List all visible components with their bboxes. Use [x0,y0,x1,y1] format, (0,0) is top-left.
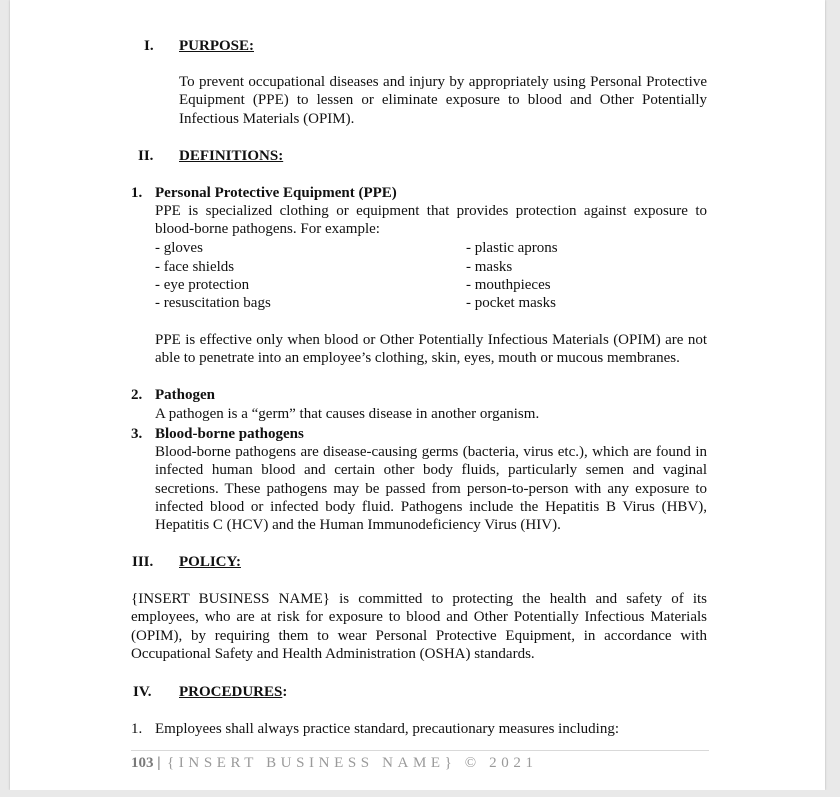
ppe-example-left: - eye protection [155,277,250,293]
section-heading-policy: POLICY: [179,554,241,570]
purpose-paragraph: To prevent occupational diseases and injury by appropriately using Personal Protective Equipment (PPE) to lessen or eliminate exposure to blood and Other Potentially Infectious Materials (OPIM). [179,74,707,127]
definition-number-ppe: 1. [131,185,143,201]
footer-divider [131,750,709,751]
section-number-purpose: I. [144,38,154,54]
definition-text-ppe: PPE is specialized clothing or equipment that provides protection against exposure to blood-borne pathogens. For example: [155,203,707,238]
ppe-example-right: - masks [466,259,513,275]
procedure-number-1: 1. [131,721,143,737]
section-number-definitions: II. [138,148,154,164]
definition-title-bloodborne: Blood-borne pathogens [155,426,304,442]
ppe-example-right: - plastic aprons [466,240,558,256]
definition-text-pathogen: A pathogen is a “germ” that causes disease in another organism. [155,406,540,422]
section-heading-definitions: DEFINITIONS: [179,148,284,164]
policy-paragraph: {INSERT BUSINESS NAME} is committed to protecting the health and safety of its employees, who are at risk for exposure to blood and Other Potentially Infectious Materials (OPIM), by requiring them to wear Personal Protective Equipment, in accordance with Occupational Safety and Health Administration (OSHA) standards. [131,591,707,662]
ppe-example-right: - pocket masks [466,295,556,311]
ppe-example-right: - mouthpieces [466,277,551,293]
procedure-text-1: Employees shall always practice standard, precautionary measures including: [155,721,620,737]
definition-number-pathogen: 2. [131,387,143,403]
ppe-effectiveness-note: PPE is effective only when blood or Other Potentially Infectious Materials (OPIM) are not able to penetrate into an employee’s clothing, skin, eyes, mouth or mucous membranes. [155,332,707,367]
procedures-title: PROCEDURES [179,684,283,700]
ppe-example-left: - resuscitation bags [155,295,271,311]
section-heading-purpose: PURPOSE: [179,38,254,54]
definition-number-bloodborne: 3. [131,426,143,442]
definition-title-ppe: Personal Protective Equipment (PPE) [155,185,397,201]
footer-business-name: {INSERT BUSINESS NAME} © 2021 [167,755,538,771]
ppe-example-left: - face shields [155,259,235,275]
section-number-policy: III. [132,554,154,570]
definition-text-bloodborne: Blood-borne pathogens are disease-causing germs (bacteria, virus etc.), which are found in infected human blood and certain other body fluids, particularly semen and vaginal secretions. These pathogens may be passed from person-to-person with any exposure to infected blood or infected body fluid. Pathogens include the Hepatitis B Virus (HBV), Hepatitis C (HCV) and the Human Immunodeficiency Virus (HIV). [155,444,707,534]
section-heading-procedures [179,683,287,701]
document-page [10,0,825,790]
procedures-colon: : [282,684,288,700]
ppe-example-left: - gloves [155,240,203,256]
next-page-gap [0,790,840,797]
footer-page-number: 103 | [131,755,161,771]
definition-title-pathogen: Pathogen [155,387,215,403]
section-number-procedures: IV. [133,684,152,700]
